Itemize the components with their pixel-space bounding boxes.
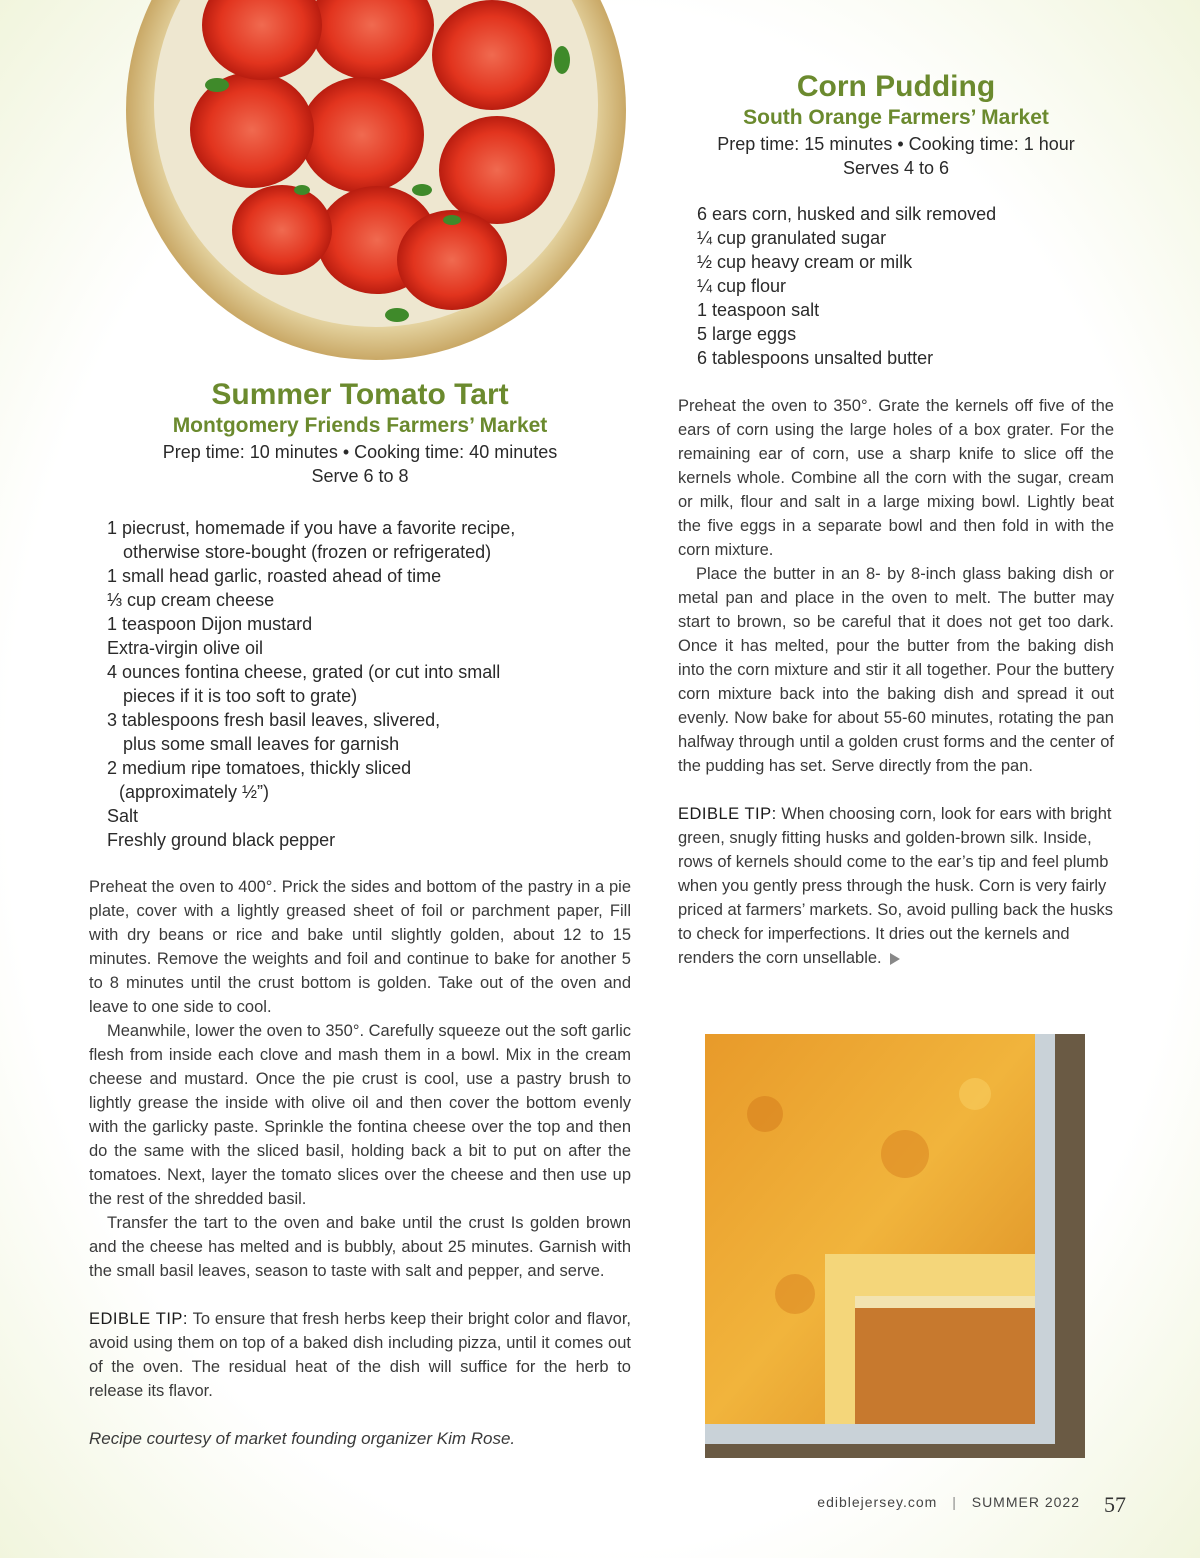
ingredient-item: 1 small head garlic, roasted ahead of time	[107, 566, 442, 586]
tart-tip	[89, 1307, 631, 1403]
ingredient-item: 3 tablespoons fresh basil leaves, slivered,	[107, 710, 441, 730]
tart-step-3: Transfer the tart to the oven and bake until the crust Is golden brown and the cheese has melted and is bubbly, about 25 minutes. Garnish with the small basil leaves, season to taste with salt and pepper, and serve.	[89, 1214, 631, 1280]
recipe-courtesy: Recipe courtesy of market founding organizer Kim Rose.	[89, 1429, 516, 1448]
ingredient-item: Freshly ground black pepper	[107, 830, 336, 850]
corn-serves: Serves 4 to 6	[842, 158, 950, 178]
tart-instructions	[89, 875, 631, 1451]
continue-arrow-icon	[890, 953, 900, 965]
ingredient-item: ¼ cup granulated sugar	[697, 228, 887, 248]
ingredient-item: 1 piecrust, homemade if you have a favorite recipe,	[107, 518, 516, 538]
issue-label: SUMMER 2022	[971, 1494, 1080, 1510]
ingredient-item: 5 large eggs	[697, 324, 797, 344]
ingredient-item: 6 ears corn, husked and silk removed	[697, 204, 997, 224]
corn-market: South Orange Farmers’ Market	[743, 106, 1049, 129]
footer	[780, 1494, 1080, 1510]
ingredient-item: 2 medium ripe tomatoes, thickly sliced	[107, 758, 412, 778]
tart-step-2: Meanwhile, lower the oven to 350°. Carefully squeeze out the soft garlic flesh from inside each clove and mash them in a bowl. Mix in the cream cheese and mustard. Once the pie crust is cool, use a pastry brush to lightly grease the inside with olive oil and then cover the bottom evenly with the garlicky paste. Sprinkle the fontina cheese over the top and then do the same with the sliced basil, holding back a bit to put on after the tomatoes. Next, layer the tomato slices over the cheese and then use up the rest of the shredded basil.	[89, 1022, 631, 1208]
ingredient-item: ¼ cup flour	[697, 276, 787, 296]
corn-instructions	[678, 394, 1114, 970]
page-number: 57	[1104, 1492, 1126, 1517]
tip-label: EDIBLE TIP:	[89, 1310, 189, 1328]
corn-times: Prep time: 15 minutes • Cooking time: 1 hour	[717, 134, 1075, 154]
tart-market: Montgomery Friends Farmers’ Market	[172, 414, 548, 437]
footer-separator: |	[952, 1494, 957, 1510]
site-name: ediblejersey.com	[817, 1494, 938, 1510]
tip-text: When choosing corn, look for ears with bright green, snugly fitting husks and golden-brown silk. Inside, rows of kernels should come to the ear’s tip and feel plumb when you gently press through the husk. Corn is very fairly priced at farmers’ markets. So, avoid pulling back the husks to check for imperfections. It dries out the kernels and renders the corn unsellable.	[678, 805, 1114, 967]
corn-ingredients	[697, 202, 1117, 370]
tip-text: To ensure that fresh herbs keep their bright color and flavor, avoid using them on top of a baked dish including pizza, until it comes out of the oven. The residual heat of the dish will suffice for the herb to release its flavor.	[89, 1310, 631, 1400]
tart-step-1: Preheat the oven to 400°. Prick the sides and bottom of the pastry in a pie plate, cover with a lightly greased sheet of foil or parchment paper, Fill with dry beans or rice and bake until slightly golden, about 12 to 15 minutes. Remove the weights and foil and continue to bake for another 5 to 8 minutes until the crust bottom is golden. Take out of the oven and leave to one side to cool.	[89, 878, 631, 1016]
ingredient-item: Salt	[107, 806, 139, 826]
ingredient-item: ½ cup heavy cream or milk	[697, 252, 913, 272]
tart-serves: Serve 6 to 8	[311, 466, 409, 486]
tart-title: Summer Tomato Tart	[211, 378, 509, 411]
corn-step-1: Preheat the oven to 350°. Grate the kernels off five of the ears of corn using the large holes of a box grater. For the remaining ear of corn, use a sharp knife to slice off the kernels whole. Combine all the corn with the sugar, cream or milk, flour and salt in a large mixing bowl. Lightly beat the five eggs in a separate bowl and then fold in with the corn mixture.	[678, 397, 1114, 559]
tomato-tart-photo	[122, 0, 630, 360]
ingredient-item: Extra-virgin olive oil	[107, 638, 264, 658]
ingredient-item: 6 tablespoons unsalted butter	[697, 348, 934, 368]
ingredient-item: otherwise store-bought (frozen or refrigerated)	[123, 542, 492, 562]
corn-step-2: Place the butter in an 8- by 8-inch glass baking dish or metal pan and place in the oven to melt. The butter may start to brown, so be careful that it does not get too dark. Once it has melted, pour the butter from the baking dish into the corn mixture and stir it all together. Pour the buttery corn mixture back into the baking dish and spread it out evenly. Now bake for about 55-60 minutes, rotating the pan halfway through until a golden crust forms and the center of the pudding has set. Serve directly from the pan.	[678, 565, 1114, 775]
ingredient-item: (approximately ½”)	[119, 782, 270, 802]
tart-ingredients	[107, 516, 627, 852]
ingredient-item: pieces if it is too soft to grate)	[123, 686, 358, 706]
corn-tip	[678, 802, 1114, 970]
ingredient-item: 1 teaspoon Dijon mustard	[107, 614, 313, 634]
ingredient-item: 4 ounces fontina cheese, grated (or cut into small	[107, 662, 501, 682]
ingredient-item: ⅓ cup cream cheese	[107, 590, 275, 610]
tip-label: EDIBLE TIP:	[678, 805, 777, 823]
corn-title: Corn Pudding	[796, 70, 996, 103]
ingredient-item: 1 teaspoon salt	[697, 300, 820, 320]
tart-times: Prep time: 10 minutes • Cooking time: 40 minutes	[162, 442, 558, 462]
ingredient-item: plus some small leaves for garnish	[123, 734, 400, 754]
corn-pudding-photo	[705, 1034, 1085, 1458]
